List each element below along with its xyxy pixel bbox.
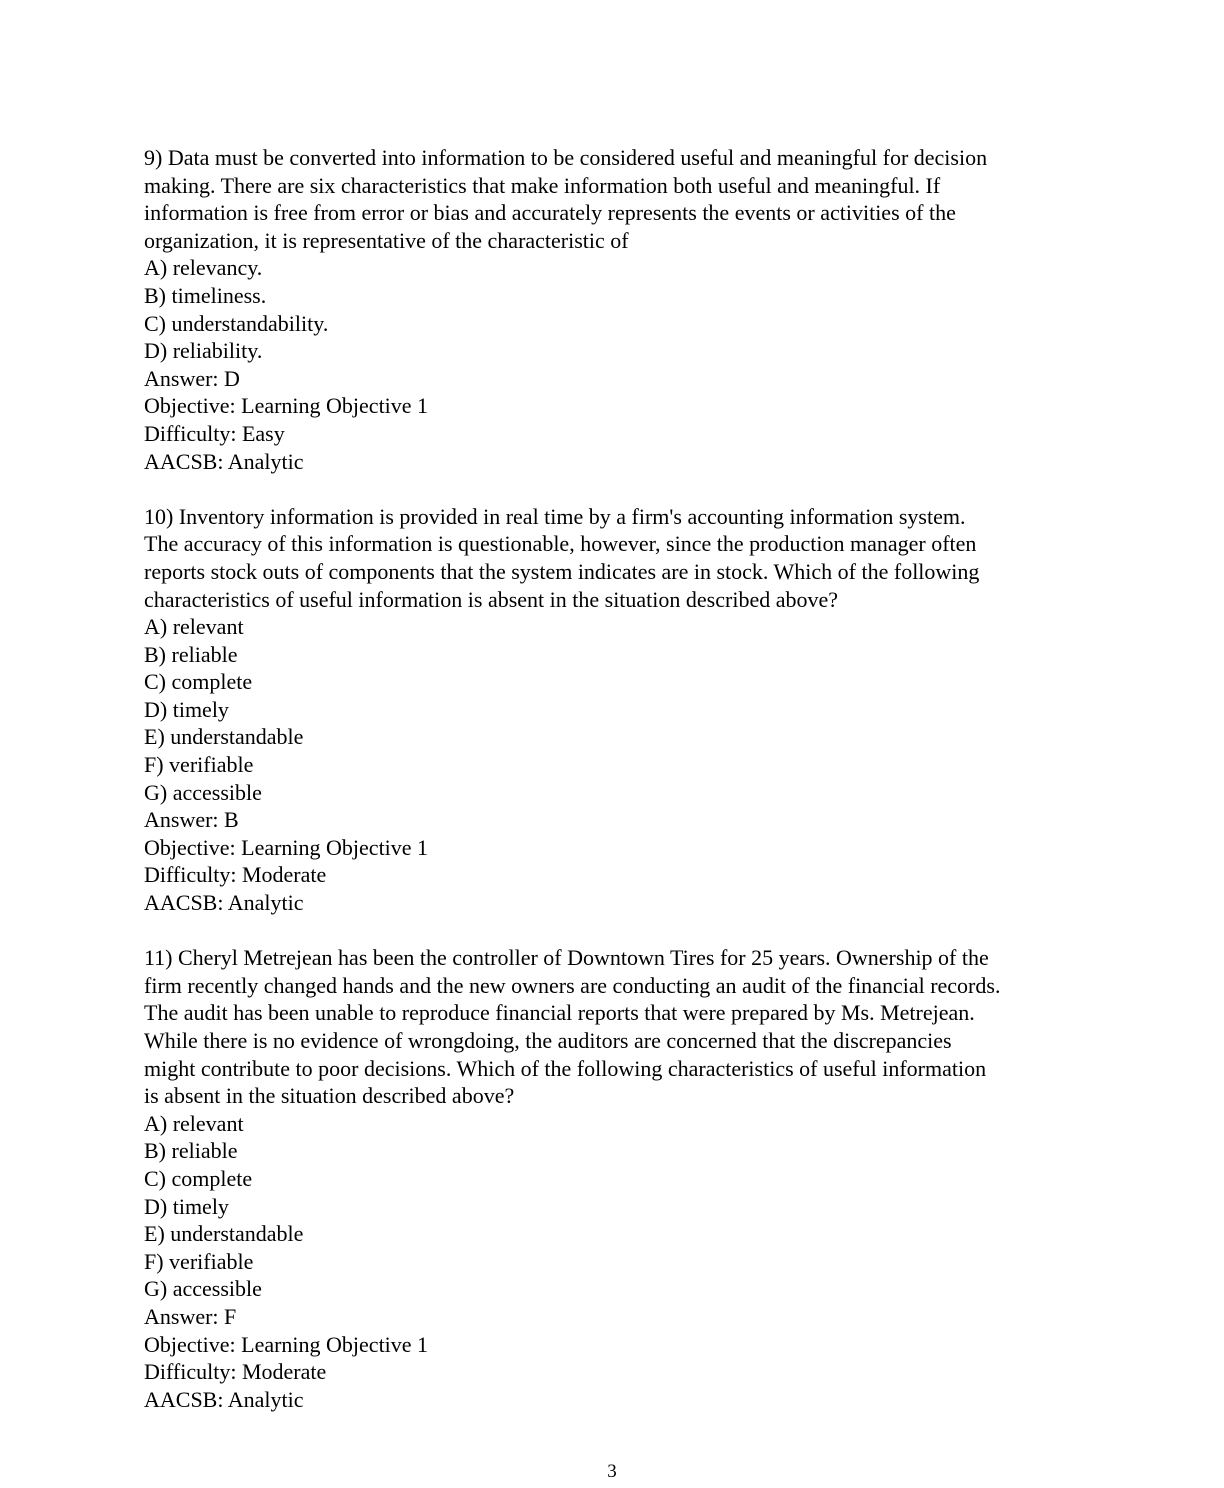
answer-option: C) understandability. <box>144 310 329 336</box>
question-stem-line: The accuracy of this information is questionable, however, since the production manager often <box>144 531 977 557</box>
objective: Objective: Learning Objective 1 <box>144 1331 429 1357</box>
question-stem-line: making. There are six characteristics that make information both useful and meaningful. If <box>144 172 941 198</box>
answer-option: E) understandable <box>144 724 304 750</box>
answer-option: A) relevancy. <box>144 255 263 281</box>
aacsb: AACSB: Analytic <box>144 448 304 474</box>
question-stem-line: organization, it is representative of the characteristic of <box>144 227 629 253</box>
question-10 <box>144 503 1084 917</box>
answer-option: E) understandable <box>144 1221 304 1247</box>
difficulty: Difficulty: Moderate <box>144 1359 327 1385</box>
answer-option: F) verifiable <box>144 752 254 778</box>
question-stem-line: While there is no evidence of wrongdoing, the auditors are concerned that the discrepancies <box>144 1028 952 1053</box>
difficulty: Difficulty: Easy <box>144 420 285 446</box>
answer-option: B) timeliness. <box>144 282 267 308</box>
answer-key: Answer: B <box>144 807 239 833</box>
question-stem-line: characteristics of useful information is absent in the situation described above? <box>144 586 838 612</box>
answer-option: G) accessible <box>144 1276 262 1302</box>
answer-option: G) accessible <box>144 779 262 805</box>
answer-key: Answer: F <box>144 1303 237 1329</box>
page-number: 3 <box>607 1461 617 1482</box>
aacsb: AACSB: Analytic <box>144 890 304 916</box>
answer-option: B) reliable <box>144 1138 238 1164</box>
answer-option: C) complete <box>144 1165 253 1191</box>
question-stem-line: reports stock outs of components that the system indicates are in stock. Which of the following <box>144 558 980 584</box>
answer-option: A) relevant <box>144 1110 244 1136</box>
aacsb: AACSB: Analytic <box>144 1386 304 1412</box>
answer-key: Answer: D <box>144 365 240 391</box>
question-stem-line: is absent in the situation described above? <box>144 1083 515 1109</box>
question-stem-line: 11) Cheryl Metrejean has been the controller of Downtown Tires for 25 years. Ownership of the <box>144 945 989 971</box>
question-list <box>144 144 1084 1441</box>
question-stem-line: information is free from error or bias and accurately represents the events or activities of the <box>144 200 956 226</box>
objective: Objective: Learning Objective 1 <box>144 393 429 419</box>
question-stem-line: might contribute to poor decisions. Which of the following characteristics of useful information <box>144 1055 987 1081</box>
answer-option: B) reliable <box>144 641 238 667</box>
question-stem-line: 10) Inventory information is provided in real time by a firm's accounting information system. <box>144 503 966 529</box>
answer-option: A) relevant <box>144 614 244 640</box>
answer-option: D) reliability. <box>144 338 263 364</box>
objective: Objective: Learning Objective 1 <box>144 834 429 860</box>
difficulty: Difficulty: Moderate <box>144 862 327 888</box>
answer-option: D) timely <box>144 1193 229 1219</box>
question-11 <box>144 944 1084 1413</box>
question-9 <box>144 144 1084 475</box>
answer-option: C) complete <box>144 669 253 695</box>
question-stem-line: The audit has been unable to reproduce financial reports that were prepared by Ms. Metrejean. <box>144 1000 975 1026</box>
question-stem-line: firm recently changed hands and the new owners are conducting an audit of the financial records. <box>144 972 1001 998</box>
answer-option: D) timely <box>144 696 229 722</box>
answer-option: F) verifiable <box>144 1248 254 1274</box>
question-stem-line: 9) Data must be converted into information to be considered useful and meaningful for decision <box>144 145 988 170</box>
